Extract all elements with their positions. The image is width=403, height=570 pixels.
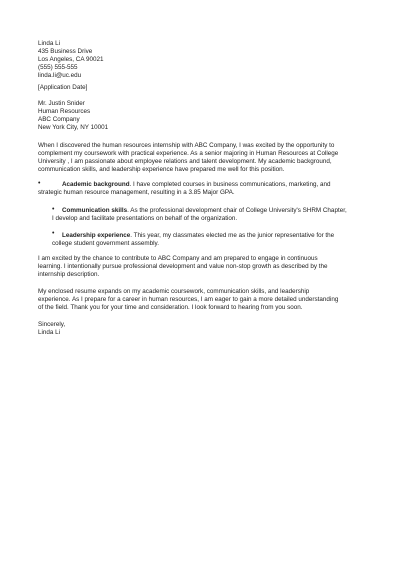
closing-text: Sincerely, — [38, 321, 66, 328]
date-text: [Application Date] — [38, 84, 88, 91]
bullet-icon: • — [52, 230, 55, 237]
paragraph-contribution — [38, 255, 366, 279]
bullet-text-continued: strategic human resource management, resulting in a 3.85 Major GPA. — [38, 189, 235, 197]
recipient-company: ABC Company — [38, 116, 80, 124]
letter-date — [38, 84, 366, 92]
paragraph-line: experience. As I prepare for a career in human resources, I am eager to gain a more detailed understanding — [38, 296, 339, 304]
bullet-icon: • — [52, 206, 55, 213]
recipient-city: New York City, NY 10001 — [38, 124, 109, 132]
bullet-title: Communication skills — [62, 207, 128, 214]
paragraph-line: internship description. — [38, 271, 100, 279]
bullet-text-continued: college student government assembly. — [52, 240, 159, 248]
recipient-address — [38, 100, 366, 132]
sender-phone: (555) 555-555 — [38, 64, 78, 72]
paragraph-line: learning. I intentionally pursue professional development and value non-stop growth as described by the — [38, 263, 328, 271]
paragraph-line: I am excited by the chance to contribute to ABC Company and am prepared to engage in continuous — [38, 255, 318, 262]
recipient-name: Mr. Justin Snider — [38, 100, 85, 107]
intro-paragraph — [38, 142, 366, 174]
bullet-text: . This year, my classmates elected me as the junior representative for the — [130, 232, 335, 239]
bullet-title: Academic background — [62, 181, 130, 188]
intro-line: When I discovered the human resources internship with ABC Company, I was excited by the opportunity to — [38, 142, 335, 149]
paragraph-line: My enclosed resume expands on my academic coursework, communication skills, and leadership — [38, 288, 310, 295]
bullet-icon: • — [38, 180, 41, 187]
signature-block — [38, 321, 366, 337]
bullet-text-continued: I develop and facilitate presentations on behalf of the organization. — [52, 215, 238, 223]
bullet-text: . As the professional development chair of College University's SHRM Chapter, — [127, 207, 347, 214]
bullet-item-leadership — [52, 232, 380, 248]
paragraph-line: of the field. Thank you for your time and consideration. I look forward to hearing from you soon. — [38, 304, 303, 312]
intro-line: complement my coursework with practical experience. As a senior majoring in Human Resources at College — [38, 150, 339, 158]
recipient-department: Human Resources — [38, 108, 91, 116]
bullet-item-communication — [52, 207, 380, 223]
intro-line: communication skills, and leadership experience have prepared me well for this position. — [38, 166, 285, 174]
intro-line: University , I am passionate about employee relations and talent development. My academic background, — [38, 158, 332, 166]
bullet-text: . I have completed courses in business communications, marketing, and — [129, 181, 331, 188]
paragraph-closing — [38, 288, 366, 312]
sender-name: Linda Li — [38, 40, 61, 47]
bullet-item-academic — [38, 181, 366, 197]
sender-email: linda.li@uc.edu — [38, 72, 82, 80]
bullet-title: Leadership experience — [62, 232, 131, 239]
sender-street: 435 Business Drive — [38, 48, 93, 56]
signature-name: Linda Li — [38, 329, 61, 337]
sender-city: Los Angeles, CA 90021 — [38, 56, 104, 64]
sender-address — [38, 40, 366, 80]
